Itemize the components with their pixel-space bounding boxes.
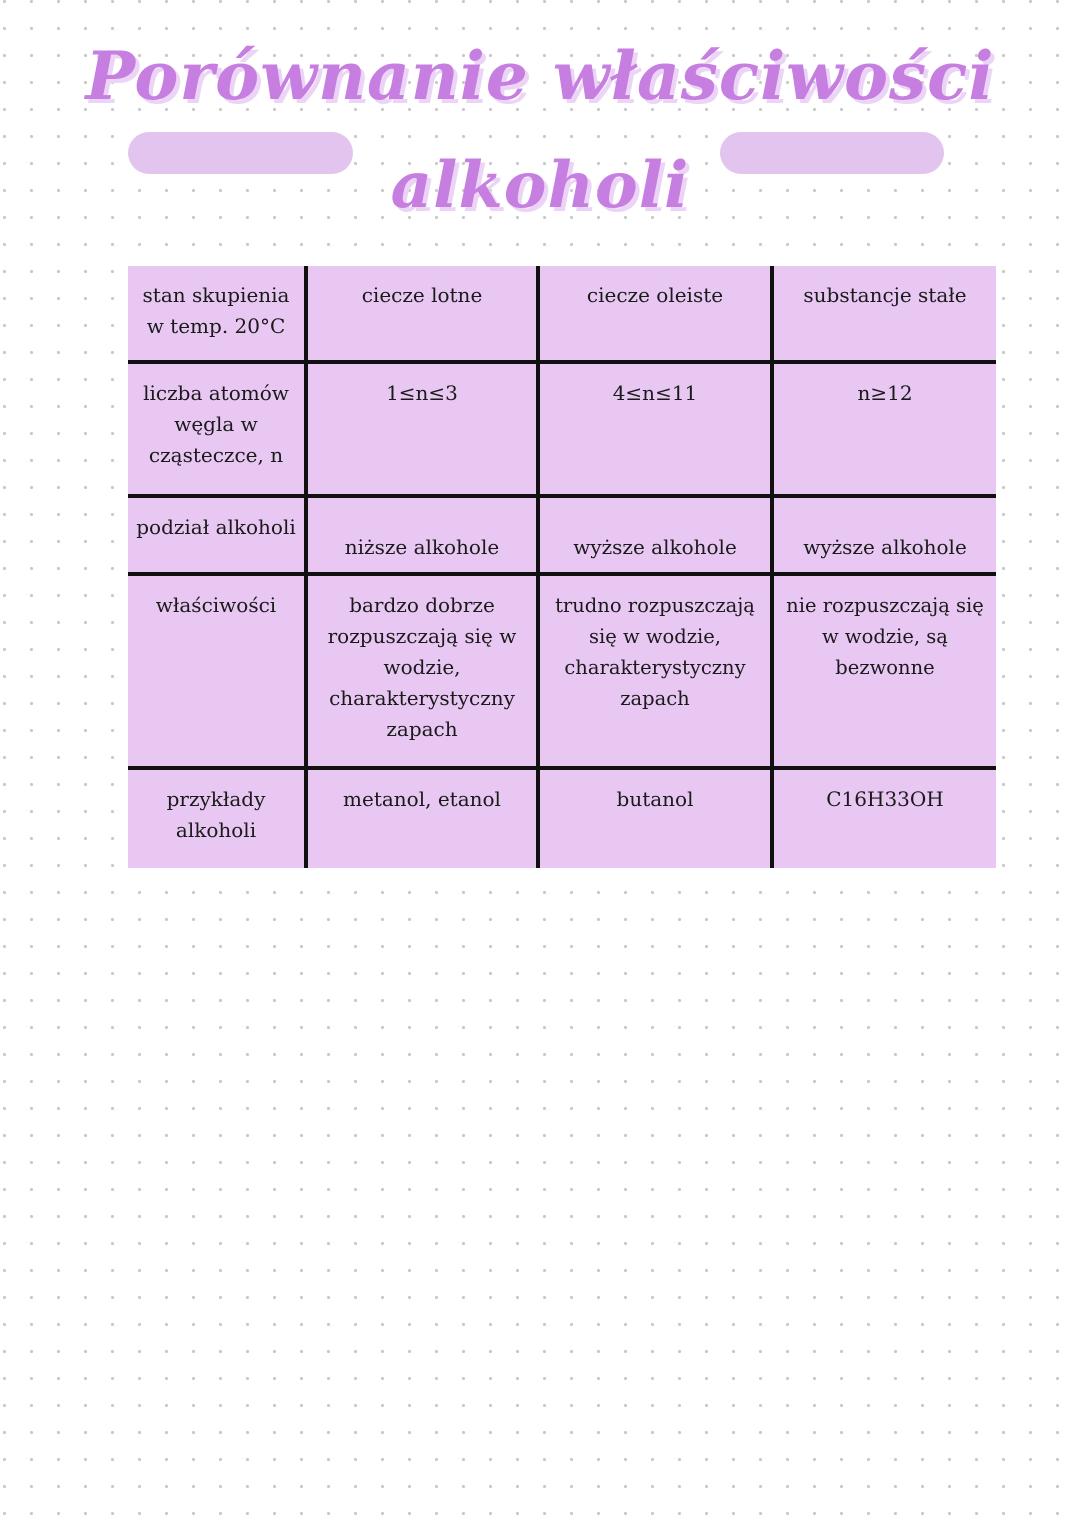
table-cell: bardzo dobrze rozpuszczają się w wodzie, charakterystyczny zapach <box>304 572 536 766</box>
table-cell: 1≤n≤3 <box>304 360 536 494</box>
table-cell: substancje stałe <box>770 266 996 360</box>
table-cell: niższe alkohole <box>304 494 536 572</box>
page-title-continued: alkoholi <box>390 148 690 223</box>
page-title: Porównanie właściwości <box>85 37 995 115</box>
comparison-table <box>128 266 996 868</box>
table-cell: ciecze oleiste <box>536 266 770 360</box>
table-cell: C16H33OH <box>770 766 996 868</box>
table-cell: metanol, etanol <box>304 766 536 868</box>
table-cell: 4≤n≤11 <box>536 360 770 494</box>
table-cell: wyższe alkohole <box>770 494 996 572</box>
table-cell: nie rozpuszczają się w wodzie, są bezwonne <box>770 572 996 766</box>
row-header-properties: właściwości <box>128 572 304 766</box>
row-header-state: stan skupienia w temp. 20°C <box>142 283 290 338</box>
table-cell: butanol <box>536 766 770 868</box>
row-header-examples: przykłady alkoholi <box>128 766 304 868</box>
table-cell: wyższe alkohole <box>536 494 770 572</box>
row-header-carbon-count: liczba atomów węgla w cząsteczce, n <box>128 360 304 494</box>
table-cell: n≥12 <box>770 360 996 494</box>
table-cell: ciecze lotne <box>304 266 536 360</box>
table-cell: trudno rozpuszczają się w wodzie, charakterystyczny zapach <box>536 572 770 766</box>
row-header-classification: podział alkoholi <box>128 494 304 572</box>
